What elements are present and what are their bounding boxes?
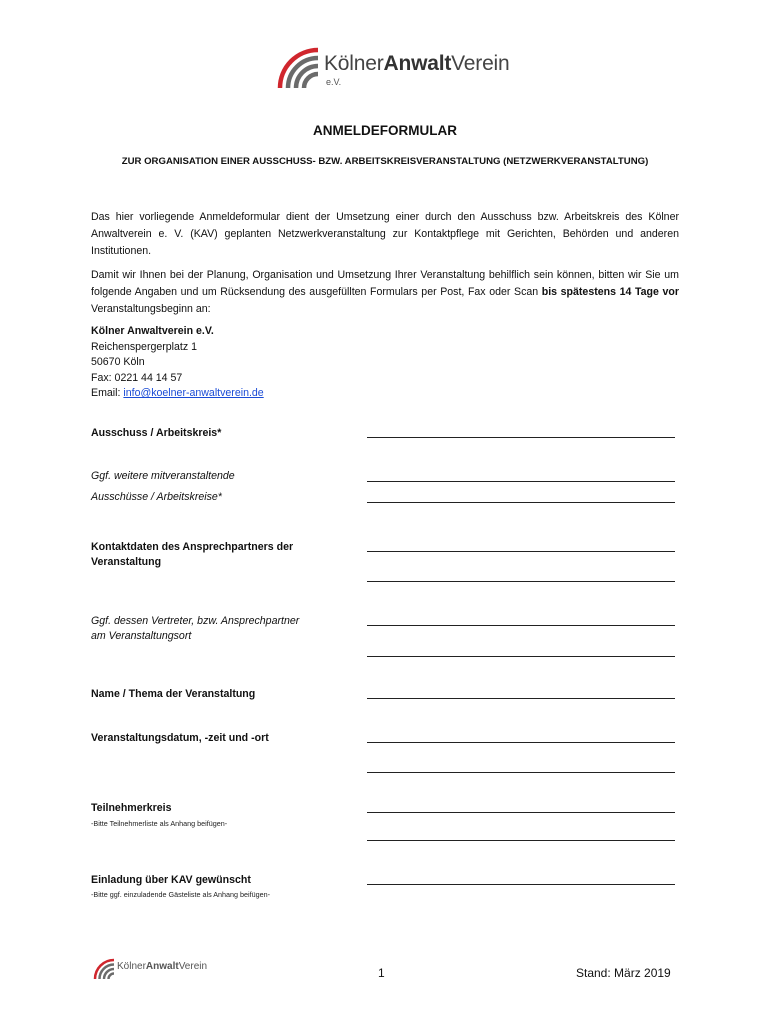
contact-field-2[interactable] — [367, 581, 675, 582]
participants-field-2[interactable] — [367, 840, 675, 841]
footer-logo — [93, 958, 223, 978]
deputy-field-1[interactable] — [367, 625, 675, 626]
page-subtitle: ZUR ORGANISATION EINER AUSSCHUSS- BZW. ARBEITSKREISVERANSTALTUNG (NETZWERKVERANSTALTUNG) — [121, 156, 649, 167]
label-deputy-1: Ggf. dessen Vertreter, bzw. Ansprechpartner — [91, 615, 300, 627]
participants-field-1[interactable] — [367, 812, 675, 813]
logo-arcs-icon — [276, 46, 320, 90]
deputy-field-2[interactable] — [367, 656, 675, 657]
footer-logo-wordmark: KölnerAnwaltVerein — [117, 961, 208, 972]
contact-field-1[interactable] — [367, 551, 675, 552]
address-name: Kölner Anwaltverein e.V. — [91, 325, 214, 337]
further-field-2[interactable] — [367, 502, 675, 503]
intro-paragraph: Das hier vorliegende Anmeldeformular dient der Umsetzung einer durch den Ausschuss bzw. Arbeitskreis des Kölner Anwaltverein e. V. (KAV) geplanten Netzwerkveranstaltung zur Kontaktpflege mit Gerichten, Behörden und anderen Institutionen. — [91, 211, 679, 257]
event-date-field-1[interactable] — [367, 742, 675, 743]
label-contact-1: Kontaktdaten des Ansprechpartners der — [91, 541, 294, 553]
label-further-1: Ggf. weitere mitveranstaltende — [91, 470, 235, 482]
event-name-field[interactable] — [367, 698, 675, 699]
label-deputy-2: am Veranstaltungsort — [91, 630, 192, 642]
page-title: ANMELDEFORMULAR — [313, 123, 457, 138]
further-field-1[interactable] — [367, 481, 675, 482]
event-date-field-2[interactable] — [367, 772, 675, 773]
label-committee: Ausschuss / Arbeitskreis* — [91, 427, 222, 439]
address-city: 50670 Köln — [91, 356, 145, 369]
label-event-date: Veranstaltungsdatum, -zeit und -ort — [91, 732, 269, 744]
email-link[interactable]: info@koelner-anwaltverein.de — [123, 387, 264, 400]
header-logo — [276, 46, 510, 90]
label-invitation: Einladung über KAV gewünscht — [91, 874, 251, 886]
logo-wordmark: KölnerAnwaltVerein — [324, 52, 510, 75]
page-number: 1 — [378, 966, 385, 980]
address-block — [91, 324, 264, 402]
address-fax: Fax: 0221 44 14 57 — [91, 371, 183, 384]
address-email-row: Email: info@koelner-anwaltverein.de — [91, 387, 264, 400]
label-participants: Teilnehmerkreis — [91, 802, 172, 814]
footer-logo-arcs-icon — [93, 958, 115, 980]
label-further-2: Ausschüsse / Arbeitskreise* — [91, 491, 222, 503]
document-date: Stand: März 2019 — [576, 966, 671, 980]
address-street: Reichenspergerplatz 1 — [91, 340, 197, 353]
label-contact-2: Veranstaltung — [91, 556, 162, 568]
logo-ev: e.V. — [326, 77, 342, 87]
participants-hint: -Bitte Teilnehmerliste als Anhang beifügen- — [91, 819, 228, 828]
instruction-paragraph: Damit wir Ihnen bei der Planung, Organisation und Umsetzung Ihrer Veranstaltung behilflich sein können, bitten wir Sie um folgende Angaben und um Rücksendung des ausgefüllten Formulars per Post, Fax oder Scan bis spätestens 14 Tage vor Veranstaltungsbeginn an: — [91, 269, 679, 315]
invitation-field[interactable] — [367, 884, 675, 885]
label-event-name: Name / Thema der Veranstaltung — [91, 688, 256, 700]
committee-field[interactable] — [367, 437, 675, 438]
invitation-hint: -Bitte ggf. einzuladende Gästeliste als Anhang beifügen- — [91, 890, 271, 899]
